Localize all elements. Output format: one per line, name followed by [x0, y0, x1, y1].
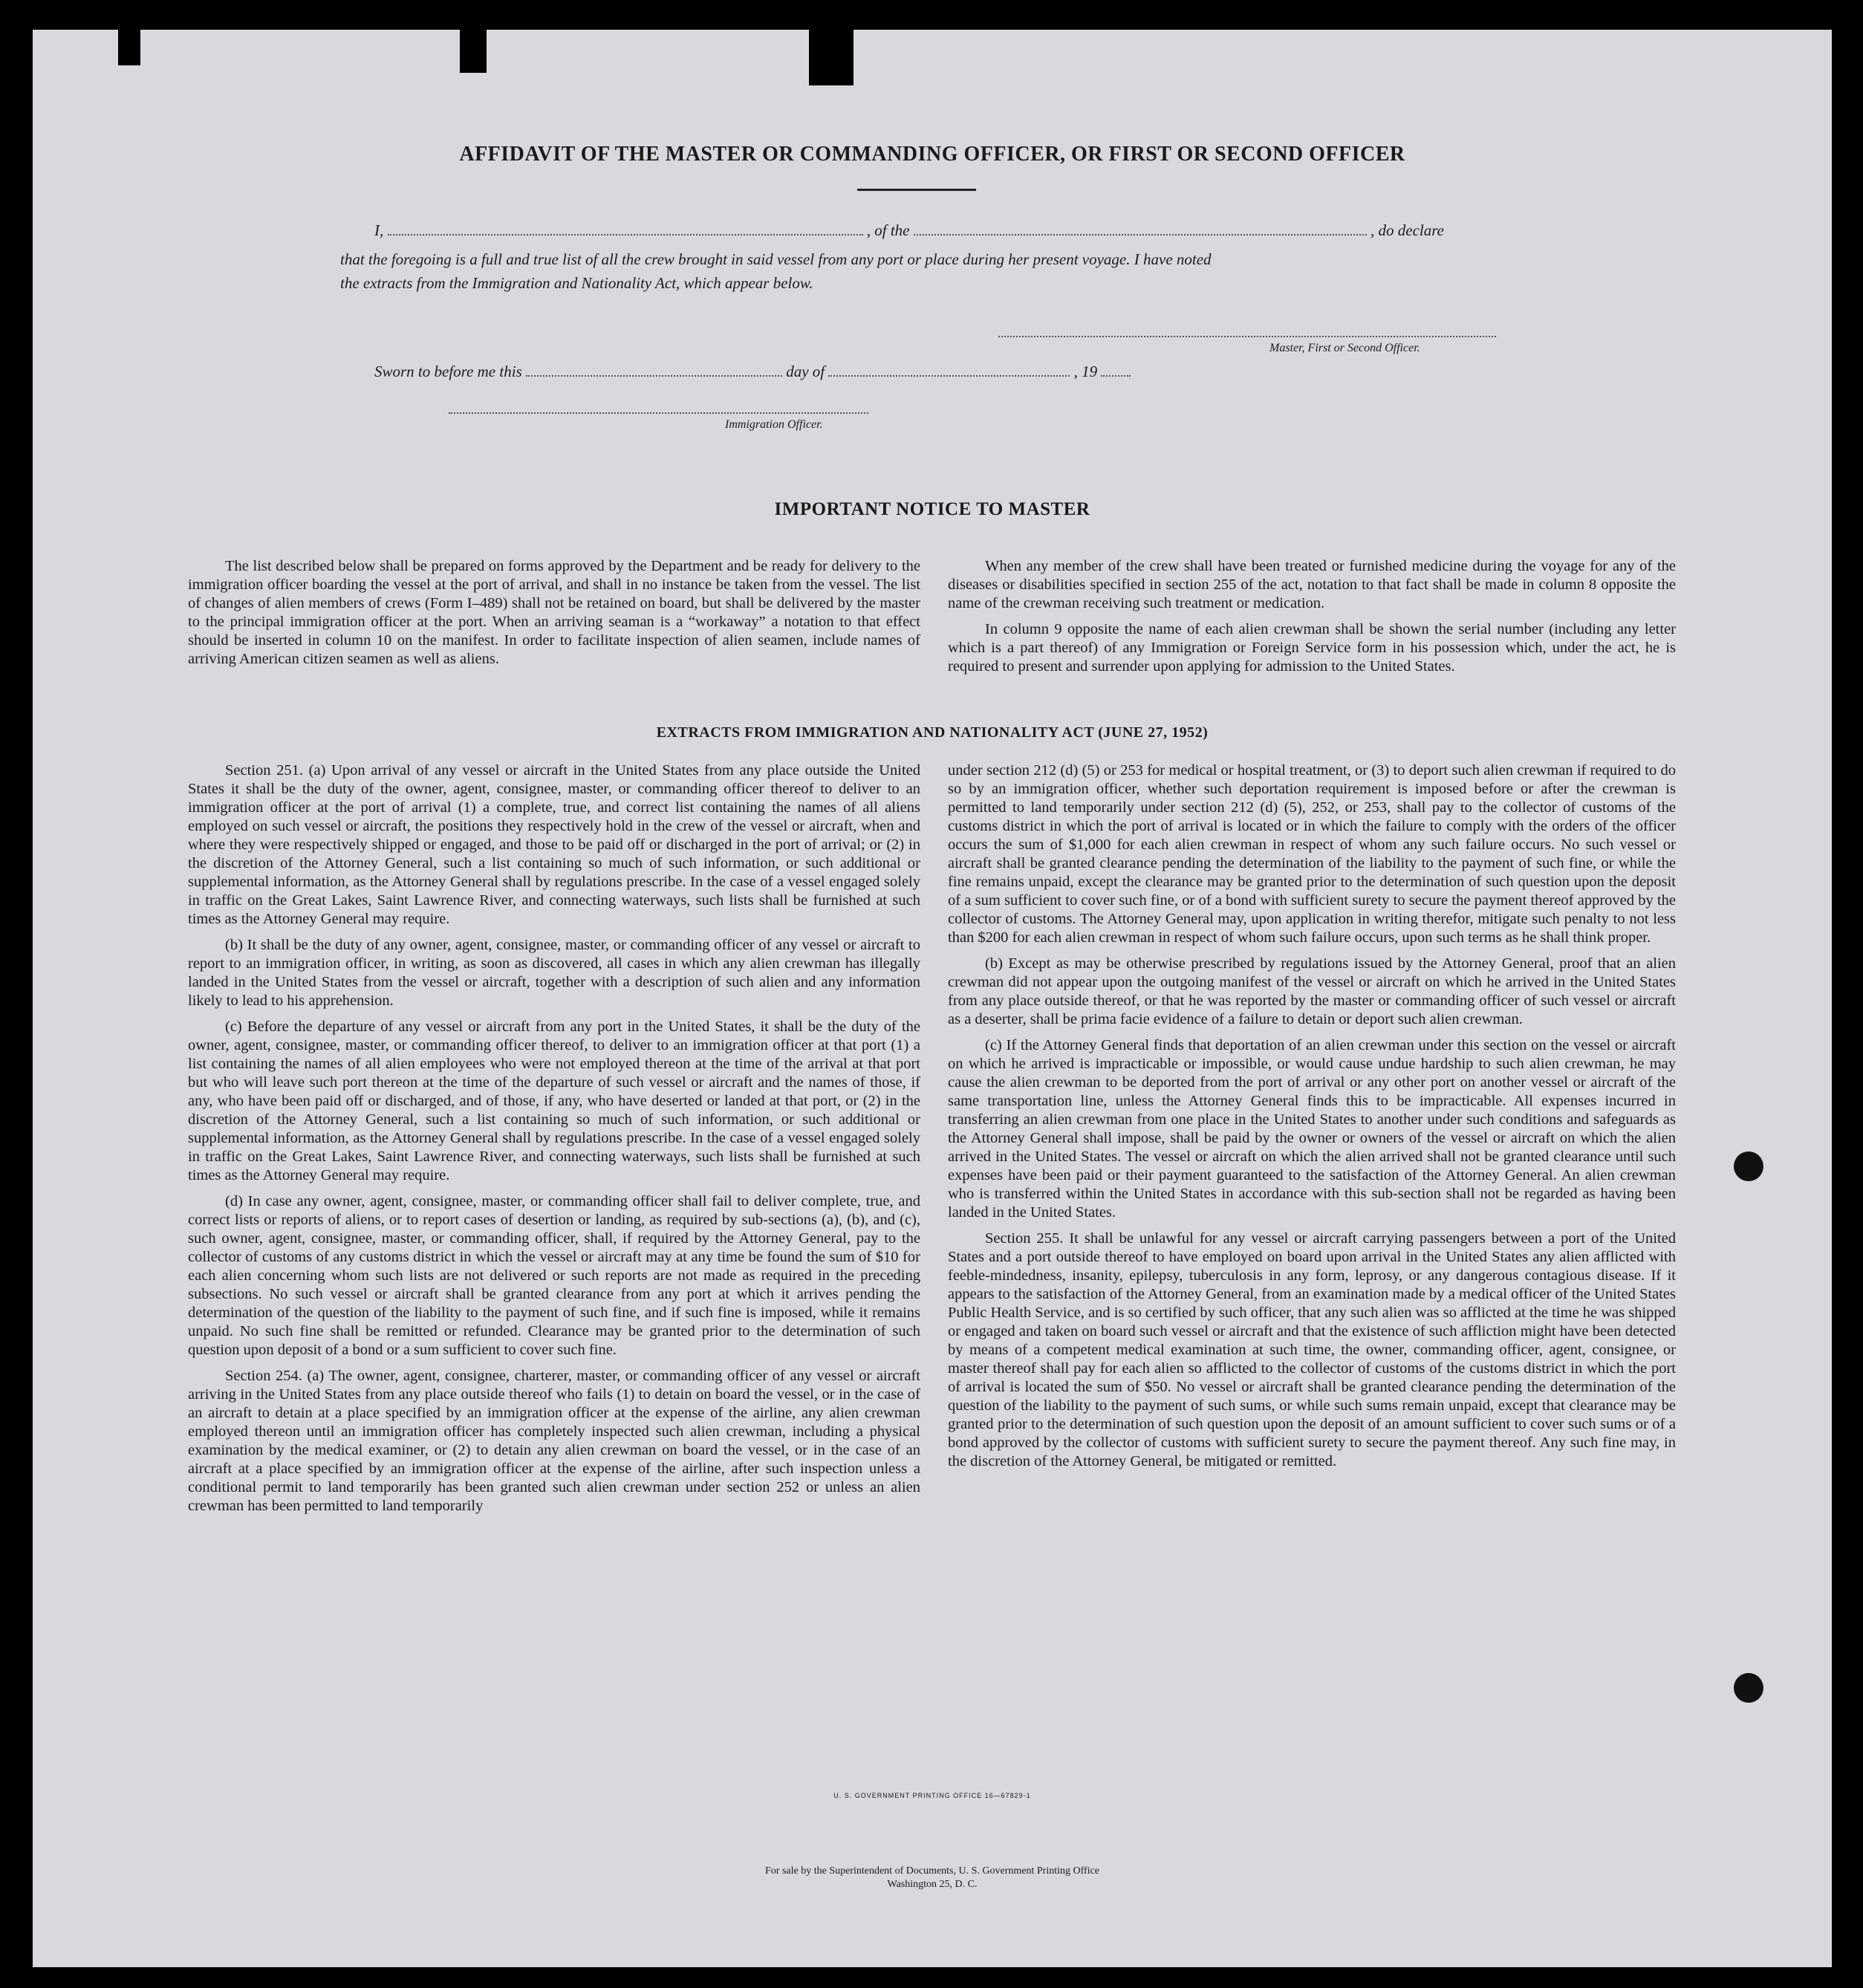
section-paragraph: (b) It shall be the duty of any owner, agent, consignee, master, or commanding officer of any vessel or aircraft to report to an immigration officer, in writing, as soon as discovered, all cases in which any alien crewman has illegally landed in the United States from the vessel or aircraft, together with a description of such alien and any information likely to lead to his apprehension. — [188, 937, 920, 1009]
officer-signature-label: Immigration Officer. — [725, 418, 823, 431]
master-signature-label: Master, First or Second Officer. — [1269, 342, 1420, 354]
section-paragraph: (b) Except as may be otherwise prescribed by regulations issued by the Attorney General, proof that an alien crewman did not appear upon the outgoing manifest of the vessel or aircraft on which he arrived in the United States from any place outside thereof, or that he was reported by the master or commanding officer of such vessel or aircraft as a deserter, shall be prima facie evidence of a failure to detain or deport such alien crewman. — [948, 955, 1676, 1027]
sworn-line — [374, 363, 1131, 381]
printing-office-imprint: U. S. GOVERNMENT PRINTING OFFICE 16—67829-1 — [833, 1792, 1031, 1799]
sworn-prefix: Sworn to before me this — [374, 363, 522, 380]
declarant-prefix: I, — [374, 221, 384, 239]
section-paragraph: Section 254. (a) The owner, agent, consignee, charterer, master, or commanding officer of any vessel or aircraft arriving in the United States from any place outside thereof who fails (1) to detain on board the vessel, or in the case of an aircraft to detain at a place specified by an immigration officer at the expense of the airline, any alien crewman employed thereon until an immigration officer has completely inspected such alien crewman, including a physical examination by the medical examiner, or (2) to detain any alien crewman on board the vessel, or in the case of an aircraft at a place specified by an immigration officer at the expense of the airline, after such inspection unless a conditional permit to land temporarily has been granted such alien crewman under section 252 or unless an alien crewman has been permitted to land temporarily — [188, 1368, 920, 1514]
extracts-title: EXTRACTS FROM IMMIGRATION AND NATIONALITY ACT (JUNE 27, 1952) — [656, 724, 1209, 741]
section-paragraph: under section 212 (d) (5) or 253 for medical or hospital treatment, or (3) to deport such alien crewman if required to do so by an immigration officer, whether such deportation requirement is imposed before or after the crewman is permitted to land temporarily under section 212 (d) (5), 252, or 253, shall pay to the collector of customs of the customs district in which the port of arrival is located or in which the failure to comply with the orders of the officer occurs the sum of $1,000 for each alien crewman in respect of whom any such failure occurs. No such vessel or aircraft shall be granted clearance pending the determination of the liability to the payment of such fine, or while the fine remains unpaid, except the clearance may be granted prior to the determination of such question upon the deposit of a sum sufficient to cover such fine, or of a bond with sufficient surety to secure the payment thereof approved by the collector of customs. The Attorney General may, upon application in writing therefor, mitigate such penalty to not less than $200 for each alien crewman in respect of whom such failure occurs, upon such terms as he shall think proper. — [948, 762, 1676, 946]
extracts-right-column — [948, 761, 1676, 1478]
scan-tear-mark — [460, 30, 487, 73]
month-blank — [828, 374, 1070, 377]
title-rule — [857, 189, 976, 191]
declaration-text-2: the extracts from the Immigration and Nationality Act, which appear below. — [340, 274, 813, 292]
punch-hole-mark — [1734, 1151, 1763, 1181]
punch-hole-mark — [1734, 1673, 1763, 1703]
day-of-text: day of — [786, 363, 825, 380]
section-paragraph: Section 251. (a) Upon arrival of any vessel or aircraft in the United States from any place outside the United States it shall be the duty of the owner, agent, consignee, master, or commanding officer thereof to deliver to an immigration officer at the port of arrival (1) a complete, true, and correct list containing the names of all aliens employed on such vessel or aircraft, the positions they respectively hold in the crew of the vessel or aircraft, when and where they were respectively shipped or engaged, and those to be paid off or discharged in the port of arrival; or (2) in the discretion of the Attorney General, such a list containing so much of such information, or such additional or supplemental information, as the Attorney General shall by regulations prescribe. In the case of a vessel engaged solely in traffic on the Great Lakes, Saint Lawrence River, and connecting waterways, such lists shall be furnished at such times as the Attorney General may require. — [188, 762, 920, 927]
scan-tear-mark — [809, 30, 854, 85]
sale-notice-line: Washington 25, D. C. — [887, 1879, 978, 1890]
of-the-text: , of the — [866, 221, 910, 239]
notice-paragraph: The list described below shall be prepared on forms approved by the Department and be ready for delivery to the immigration officer boarding the vessel at the port of arrival, and shall in no instance be taken from the vessel. The list of changes of alien members of crews (Form I–489) shall not be retained on board, but shall be delivered by the master to the principal immigration officer at the port. When an arriving seaman is a “workaway” a notation to that effect should be inserted in column 10 on the manifest. In order to facilitate inspection of alien seamen, include names of arriving American citizen seamen as well as aliens. — [188, 558, 920, 667]
notice-title: IMPORTANT NOTICE TO MASTER — [774, 499, 1090, 519]
do-declare-text: , do declare — [1371, 221, 1444, 239]
notice-left-column — [188, 557, 920, 676]
document-page — [33, 30, 1832, 1967]
declaration-line — [374, 221, 1444, 240]
sale-notice-line: For sale by the Superintendent of Documents, U. S. Government Printing Office — [765, 1865, 1099, 1877]
sale-notice — [33, 1865, 1832, 1891]
day-blank — [526, 374, 782, 377]
section-paragraph: (c) If the Attorney General finds that deportation of an alien crewman under this section on the vessel or aircraft on which he arrived is impracticable or impossible, or would cause undue hardship to such alien crewman, he may cause the alien crewman to be deported from the port of arrival or any other port on another vessel or aircraft of the same transportation line, unless the Attorney General finds this to be impracticable. All expenses incurred in transferring an alien crewman from one place in the United States to another under such conditions and safeguards as the Attorney General shall impose, shall be paid by the owner or owners of the vessel or aircraft on which the alien arrived in the United States. The vessel or aircraft on which the alien arrived shall not be granted clearance until such expenses have been paid or their payment guaranteed to the satisfaction of the Attorney General. An alien crewman who is transferred within the United States in accordance with this sub-section shall not be regarded as having been landed in the United States. — [948, 1037, 1676, 1221]
notice-paragraph: When any member of the crew shall have been treated or furnished medicine during the voyage for any of the diseases or disabilities specified in section 255 of the act, notation to that fact shall be made in column 8 opposite the name of the crewman receiving such treatment or medication. — [948, 558, 1676, 611]
section-paragraph: (d) In case any owner, agent, consignee, master, or commanding officer shall fail to deliver complete, true, and correct lists or reports of aliens, or to report cases of desertion or landing, as required by sub-sections (a), (b), and (c), such owner, agent, consignee, master, or commanding officer, shall, if required by the Attorney General, pay to the collector of customs of any customs district in which the vessel or aircraft may at any time be found the sum of $10 for each alien concerning whom such lists are not delivered or such reports are not made as required in the preceding subsections. No such vessel or aircraft shall be granted clearance from any port at which it arrives pending the determination of the question of the liability to the payment of such fine, and if such fine is imposed, while it remains unpaid. No such fine shall be remitted or refunded. Clearance may be granted prior to the determination of such question upon deposit of a bond or a sum sufficient to cover such fine. — [188, 1193, 920, 1358]
section-paragraph: (c) Before the departure of any vessel or aircraft from any port in the United States, it shall be the duty of the owner, agent, consignee, master, or commanding officer thereof, to deliver to an immigration officer at that port (1) a list containing the names of all alien employees who were not employed thereon at the time of the arrival at that port but who will leave such port thereon at the time of the departure of such vessel or aircraft and the names of those, if any, who have been paid off or discharged, and of those, if any, who have deserted or landed at that port, or (2) in the discretion of the Attorney General, such a list containing so much of such information, or such additional or supplemental information, as the Attorney General shall by regulations prescribe. In the case of a vessel engaged solely in traffic on the Great Lakes, Saint Lawrence River, and connecting waterways, such lists shall be furnished at such times as the Attorney General may require. — [188, 1019, 920, 1183]
affidavit-title: AFFIDAVIT OF THE MASTER OR COMMANDING OFFICER, OR FIRST OR SECOND OFFICER — [459, 143, 1405, 166]
notice-paragraph: In column 9 opposite the name of each alien crewman shall be shown the serial number (including any letter which is a part thereof) of any Immigration or Foreign Service form in his possession which, under the act, he is required to present and surrender upon applying for admission to the United States. — [948, 621, 1676, 675]
officer-signature-line — [449, 412, 868, 414]
year-blank — [1101, 374, 1131, 377]
declaration-text-1: that the foregoing is a full and true list of all the crew brought in said vessel from any port or place during her present voyage. I have noted — [340, 250, 1212, 268]
master-signature-line — [998, 336, 1496, 337]
extracts-left-column — [188, 761, 920, 1523]
section-paragraph: Section 255. It shall be unlawful for any vessel or aircraft carrying passengers between a port of the United States and a port outside thereof to have employed on board upon arrival in the United States any alien afflicted with feeble-mindedness, insanity, epilepsy, tuberculosis in any form, leprosy, or any dangerous contagious disease. If it appears to the satisfaction of the Attorney General, from an examination made by a medical officer of the United States Public Health Service, and is so certified by such officer, that any such alien was so afflicted at the time he was shipped or engaged and taken on board such vessel or aircraft and that the existence of such affliction might have been detected by means of a competent medical examination at such time, the owner, commanding officer, agent, consignee, or master thereof shall pay for each alien so afflicted to the collector of customs of the customs district in which the port of arrival is located the sum of $50. No vessel or aircraft shall be granted clearance pending the determination of the question of the liability to the payment of such sums, or while such sums remain unpaid, except that clearance may be granted prior to the determination of such question upon the deposit of an amount sufficient to cover such sums or of a bond approved by the collector of customs with sufficient surety to secure the payment thereof. Any such fine may, in the discretion of the Attorney General, be mitigated or remitted. — [948, 1230, 1676, 1469]
name-blank — [388, 233, 863, 235]
scan-tear-mark — [118, 30, 140, 65]
vessel-blank — [914, 233, 1367, 235]
year-prefix: , 19 — [1073, 363, 1098, 380]
notice-right-column — [948, 557, 1676, 683]
